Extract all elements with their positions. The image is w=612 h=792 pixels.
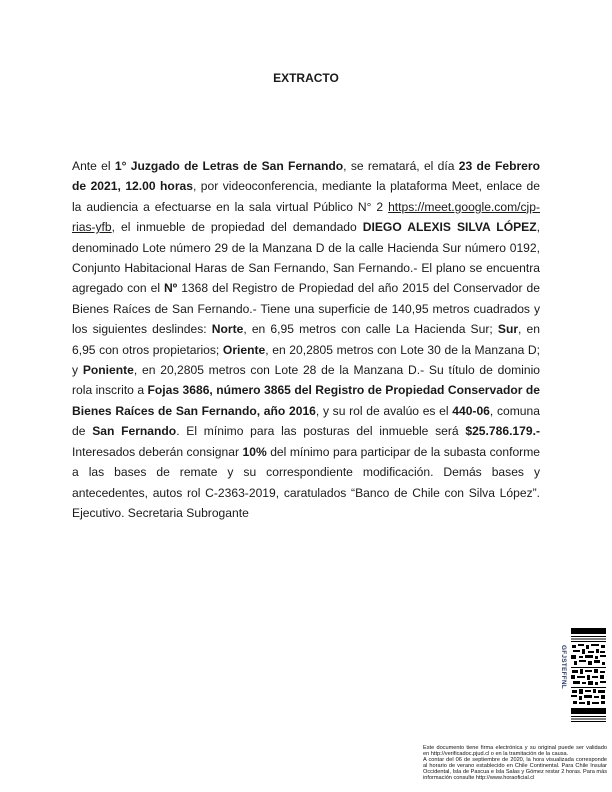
boundary-north: Norte [211, 322, 244, 337]
text-segment: , en 6,95 metros con calle La Hacienda Sur; [243, 322, 498, 337]
registry-reference: Fojas 3686, número 3865 del Registro de Propiedad Conservador de Bienes Raíces de San Fernando, año 2016 [72, 383, 540, 418]
text-segment: 1368 del Registro de Propiedad del año 2015 del Conservador de Bienes Raíces de San Fernando.- Tiene una superficie de 140,95 metros cuadrados y los siguientes deslindes: [72, 281, 540, 337]
text-segment: . El mínimo para las posturas del inmueble será [176, 424, 466, 439]
text-segment: , denominado Lote número 29 de la Manzana D de la calle Hacienda Sur número 0192, Conjunto Habitacional Haras de San Fernando, San Fernando.- El plano se encuentra agregado con el [72, 220, 540, 296]
number-sign: Nº [164, 281, 178, 296]
boundary-west: Poniente [82, 363, 134, 378]
barcode-icon [571, 628, 606, 724]
commune-name: San Fernando [92, 424, 177, 439]
validation-note: Este documento tiene firma electrónica y su original puede ser validado en http://verificadoc.pjud.cl o en la tramitación de la causa. [423, 745, 607, 758]
text-segment: , en 6,95 con otros propietarios; [72, 322, 540, 357]
document-title: EXTRACTO [273, 71, 339, 85]
text-segment: , en 20,2805 metros con Lote 28 de la Manzana D.- Su título de dominio rola inscrito a [72, 363, 540, 398]
text-segment: , por videoconferencia, mediante la plataforma Meet, enlace de la audiencia a efectuarse en la sala virtual Público N° 2 [72, 179, 541, 214]
text-segment: del mínimo para participar de la subasta conforme a las bases de remate y su correspondiente modificación. Demás bases y antecedentes, autos rol C-2363-2019, caratulados “Banco de Chile con Silva López”. Ejecutivo. Secretaria Subrogante [72, 444, 540, 520]
timezone-note: A contar del 06 de septiembre de 2020, la hora visualizada corresponde al horario de verano establecido en Chile Continental. Para Chile Insular Occidental, Isla de Pascua e Isla Salas y Gómez restar 2 horas. Para más información consulte http://www.horaoficial.cl [423, 757, 607, 782]
text-segment: , el inmueble de propiedad del demandado [111, 220, 363, 235]
text-segment: , y su rol de avalúo es el [315, 403, 453, 418]
text-segment: Ante el [72, 159, 115, 173]
extract-paragraph [72, 156, 540, 523]
text-segment: Interesados deberán consignar [72, 444, 243, 459]
boundary-east: Oriente [222, 342, 266, 357]
minimum-bid: $25.786.179.- [465, 424, 541, 439]
signature-footer [423, 745, 607, 782]
deposit-percent: 10% [242, 444, 267, 459]
text-segment: , comuna de [72, 403, 540, 439]
auction-date: 23 de Febrero de 2021, 12.00 horas [72, 159, 540, 194]
defendant-name: DIEGO ALEXIS SILVA LÓPEZ [362, 220, 537, 235]
boundary-south: Sur [497, 322, 519, 337]
text-segment: , se rematará, el día [343, 159, 459, 173]
court-name: 1° Juzgado de Letras de San Fernando [114, 159, 344, 173]
verification-code: GFJSTEFFNL [560, 645, 567, 689]
meet-link[interactable]: https://meet.google.com/cjp-rias-yfb [72, 199, 540, 235]
text-segment: , en 20,2805 metros con Lote 30 de la Manzana D; y [72, 342, 540, 378]
appraisal-role: 440-06 [452, 403, 490, 418]
